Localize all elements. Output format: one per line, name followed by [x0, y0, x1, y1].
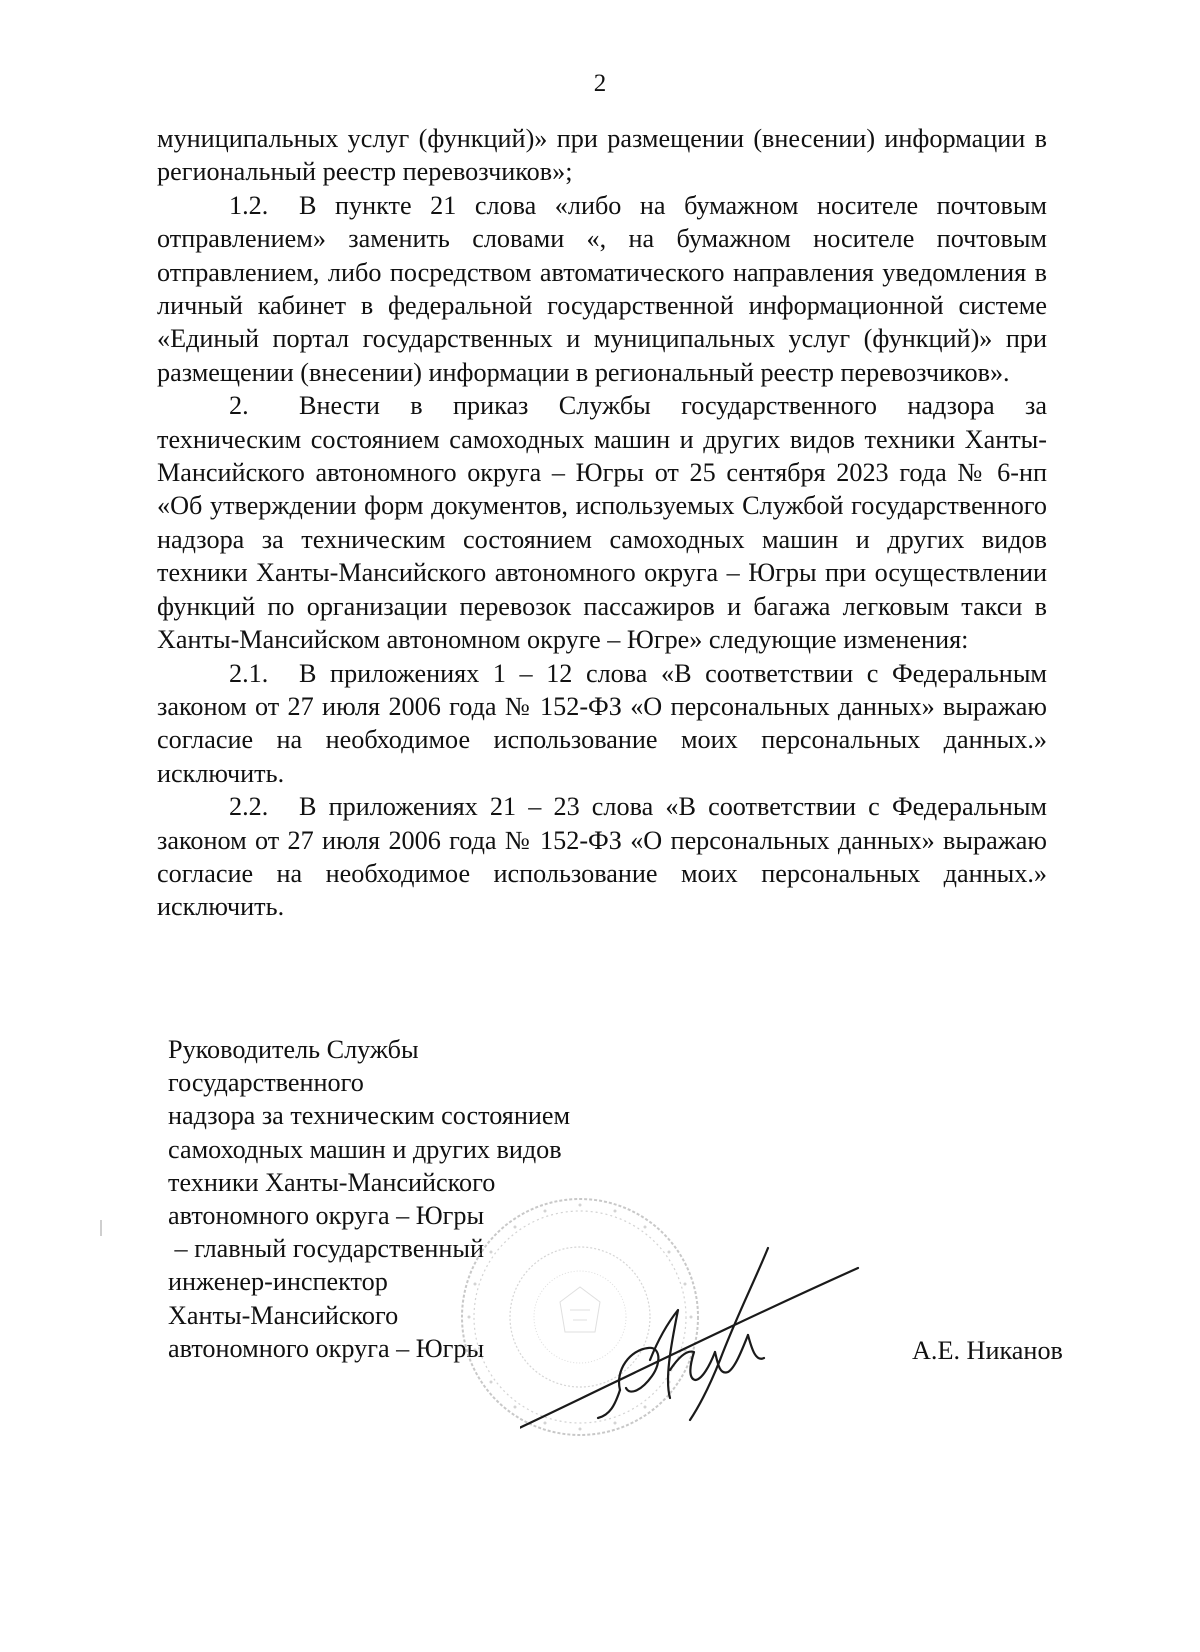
- paragraph-text: муниципальных услуг (функций)» при размещении (внесении) информации в региональный реестр перевозчиков»;: [157, 124, 1047, 187]
- paragraph-number: 2.2.: [229, 792, 269, 822]
- paragraph-text: Внести в приказ Службы государственного надзора за техническим состоянием самоходных машин и других видов техники Ханты-Мансийского автономного округа – Югры от 25 сентября 2023 года № 6-нп «Об утверждении форм документов, используемых Службой государственного надзора за техническим состоянием самоходных машин и других видов техники Ханты-Мансийского автономного округа – Югры при осуществлении функций по организации перевозок пассажиров и багажа легковым такси в Ханты-Мансийском автономном округе – Югре» следующие изменения:: [157, 391, 1047, 655]
- scan-mark: [100, 1220, 102, 1236]
- paragraph-number: 2.1.: [229, 658, 269, 688]
- paragraph-1-2: [157, 189, 1047, 389]
- position-line: Ханты-Мансийского: [168, 1300, 399, 1330]
- paragraph-text: В приложениях 21 – 23 слова «В соответствии с Федеральным законом от 27 июля 2006 года № 152-ФЗ «О персональных данных» выражаю согласие на необходимое использование моих персональных данных.» исключить.: [157, 792, 1047, 922]
- paragraph-number: 2.: [229, 391, 249, 421]
- paragraph-2-1: [157, 657, 1047, 791]
- paragraph-2-2: [157, 790, 1047, 924]
- position-line: инженер-инспектор: [168, 1267, 388, 1297]
- position-line: надзора за техническим состоянием: [168, 1101, 571, 1131]
- position-line: Руководитель Службы: [168, 1035, 419, 1064]
- position-line: самоходных машин и других видов: [168, 1134, 562, 1164]
- position-line: автономного округа – Югры: [168, 1333, 485, 1363]
- paragraph-text: В приложениях 1 – 12 слова «В соответствии с Федеральным законом от 27 июля 2006 года № 152-ФЗ «О персональных данных» выражаю согласие на необходимое использование моих персональных данных.» исключить.: [157, 658, 1047, 788]
- paragraph-number: 1.2.: [229, 190, 269, 220]
- position-line: техники Ханты-Мансийского: [168, 1167, 496, 1197]
- paragraph-text: В пункте 21 слова «либо на бумажном носителе почтовым отправлением» заменить словами «, на бумажном носителе почтовым отправлением, либо посредством автоматического направления уведомления в личный кабинет в федеральной государственной информационной системе «Единый портал государственных и муниципальных услуг (функций)» при размещении (внесении) информации в региональный реестр перевозчиков».: [157, 190, 1047, 387]
- page-number: 2: [593, 70, 607, 97]
- paragraph-2: [157, 389, 1047, 656]
- position-line: автономного округа – Югры: [168, 1201, 485, 1231]
- paragraph-continuation: [157, 122, 1047, 189]
- document-body: [157, 122, 1047, 924]
- signatory-name: А.Е. Никанов: [912, 1336, 1063, 1365]
- signatory-position: [168, 1033, 668, 1365]
- position-line: – главный государственный: [168, 1234, 484, 1264]
- position-line: государственного: [168, 1068, 364, 1098]
